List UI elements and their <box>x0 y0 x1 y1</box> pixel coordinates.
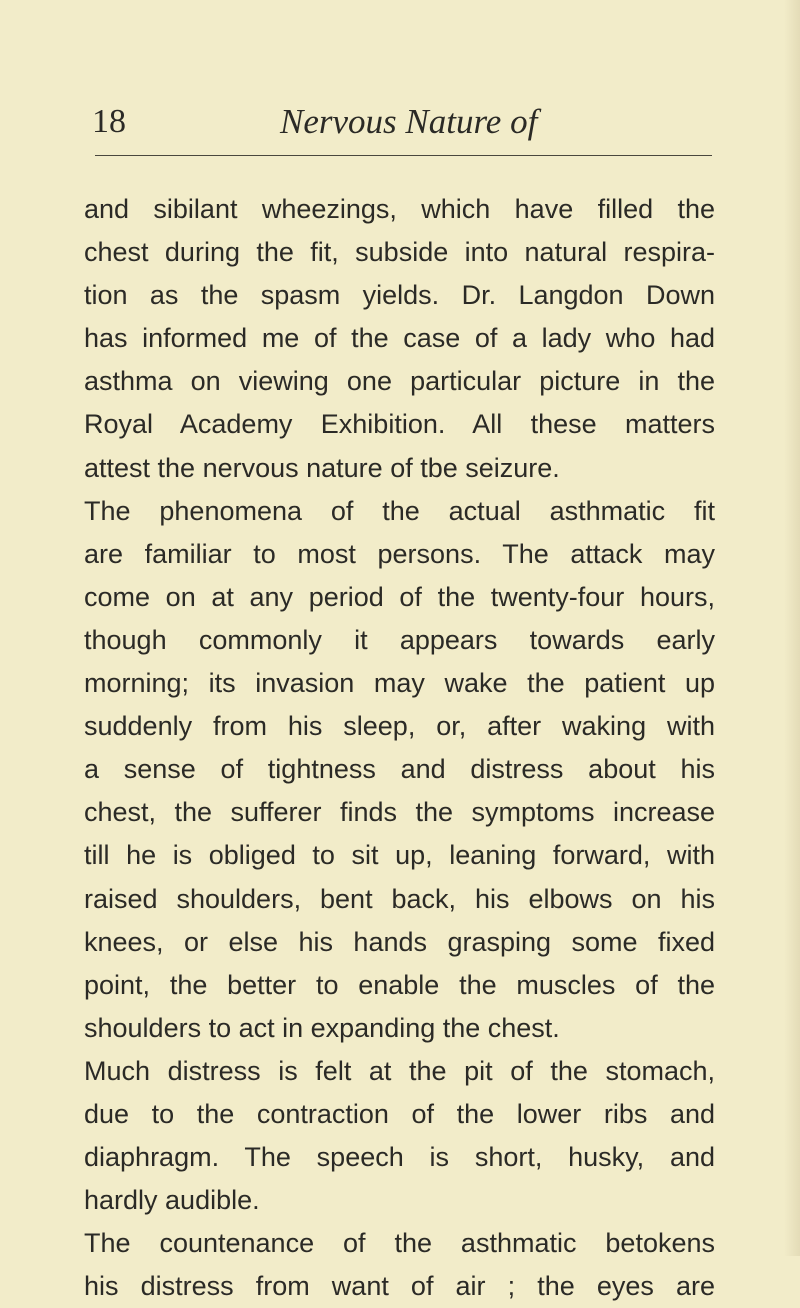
text-line: tion as the spasm yields. Dr. Langdon Down <box>84 280 715 311</box>
text-line: are familiar to most persons. The attack may <box>84 538 715 569</box>
text-line: diaphragm. The speech is short, husky, and <box>84 1142 715 1173</box>
text-line: knees, or else his hands grasping some fixed <box>84 926 715 957</box>
text-line: Royal Academy Exhibition. All these matters <box>84 409 715 440</box>
text-line: Much distress is felt at the pit of the stomach, <box>84 1055 715 1086</box>
body-text <box>84 188 715 1308</box>
text-line: asthma on viewing one particular picture in the <box>84 366 715 397</box>
text-line: chest during the fit, subside into natural respira- <box>84 237 715 268</box>
page-edge-shadow <box>784 0 800 1256</box>
text-line: and sibilant wheezings, which have filled the <box>84 194 715 224</box>
text-line: suddenly from his sleep, or, after waking with <box>84 711 715 742</box>
text-line: attest the nervous nature of tbe seizure. <box>84 452 560 483</box>
text-line: shoulders to act in expanding the chest. <box>84 1012 560 1043</box>
text-line: morning; its invasion may wake the patient up <box>84 668 715 699</box>
text-line: chest, the sufferer finds the symptoms increase <box>84 797 715 828</box>
text-line: though commonly it appears towards early <box>84 624 715 655</box>
text-line: raised shoulders, bent back, his elbows on his <box>84 883 715 914</box>
text-line: a sense of tightness and distress about his <box>84 754 715 785</box>
page-header <box>0 100 800 150</box>
page-number: 18 <box>92 103 126 140</box>
text-line: come on at any period of the twenty-four hours, <box>84 581 715 612</box>
text-line: The countenance of the asthmatic betokens <box>84 1228 715 1259</box>
running-title: Nervous Nature of <box>280 102 538 141</box>
text-line: has informed me of the case of a lady who had <box>84 323 715 354</box>
header-rule <box>95 155 712 156</box>
text-line: hardly audible. <box>84 1185 260 1216</box>
text-line: his distress from want of air ; the eyes are <box>84 1271 715 1302</box>
text-line: due to the contraction of the lower ribs and <box>84 1098 715 1129</box>
text-line: point, the better to enable the muscles of the <box>84 969 715 1000</box>
text-line: till he is obliged to sit up, leaning forward, with <box>84 840 715 871</box>
text-line: The phenomena of the actual asthmatic fit <box>84 495 715 526</box>
